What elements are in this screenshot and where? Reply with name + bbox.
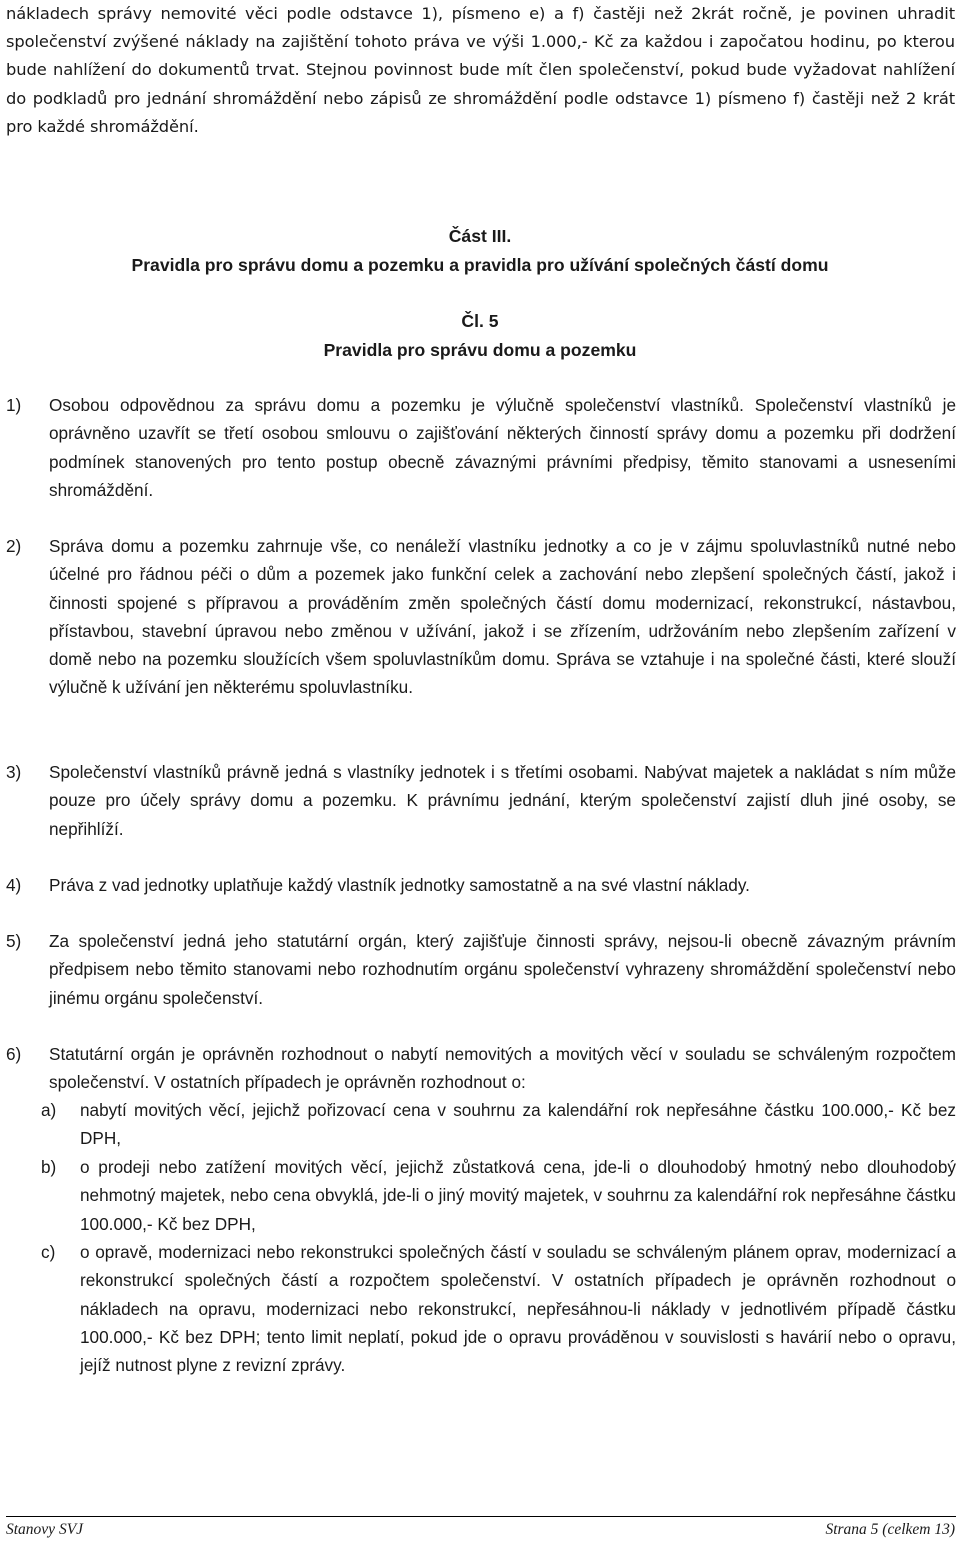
item-number: 5) <box>6 931 22 951</box>
article-title: Pravidla pro správu domu a pozemku <box>323 340 637 360</box>
item-number: 2) <box>6 536 22 556</box>
item-number: 6) <box>6 1044 22 1064</box>
item-text: Správa domu a pozemku zahrnuje vše, co nenáleží vlastníku jednotky a co je v zájmu spoluvlastníků nutné nebo účelné pro řádnou péči o dům a pozemek jako funkční celek a zachování nebo zlepšení společných částí, jakož i činnosti spojené s přípravou a prováděním změn společných částí domu modernizací, rekonstrukcí, nástavbou, přístavbou, stavební úpravou nebo změnou v užívání, jakož i se zřízením, udržováním nebo zlepšením zařízení v domě nebo na pozemku sloužících všem spoluvlastníkům domu. Správa se vztahuje i na společné části, které slouží výlučně k užívání jen některému spoluvlastníku. <box>49 536 956 698</box>
sub-item-letter: b) <box>41 1157 57 1177</box>
item-text: Osobou odpovědnou za správu domu a pozemku je výlučně společenství vlastníků. Společenství vlastníků je oprávněno uzavřít se třetí osobou smlouvu o zajišťování některých činností správy domu a pozemku při dodržení podmínek stanovených pro tento postup obecně závaznými právními předpisy, těmito stanovami a usneseními shromáždění. <box>49 395 956 500</box>
item-number: 3) <box>6 762 22 782</box>
article-label: Čl. 5 <box>461 311 499 331</box>
sub-item-text: nabytí movitých věcí, jejichž pořizovací cena v souhrnu za kalendářní rok nepřesáhne částku 100.000,- Kč bez DPH, <box>80 1100 956 1149</box>
item-text: Práva z vad jednotky uplatňuje každý vlastník jednotky samostatně a na své vlastní náklady. <box>49 875 750 895</box>
item-text: Společenství vlastníků právně jedná s vlastníky jednotek i s třetími osobami. Nabývat majetek a nakládat s ním může pouze pro účely správy domu a pozemku. K právnímu jednání, kterým společenství zajistí dluh jiné osoby, se nepřihlíží. <box>49 762 956 839</box>
item-number: 1) <box>6 395 22 415</box>
sub-item-letter: a) <box>41 1100 57 1120</box>
part-title: Pravidla pro správu domu a pozemku a pravidla pro užívání společných částí domu <box>131 255 829 275</box>
footer-divider <box>6 1516 956 1517</box>
sub-item-text: o prodeji nebo zatížení movitých věcí, jejichž zůstatková cena, jde-li o dlouhodobý hmotný nebo dlouhodobý nehmotný majetek, nebo cena obvyklá, jde-li o jiný movitý majetek, v souhrnu za kalendářní rok nepřesáhne částku 100.000,- Kč bez DPH, <box>80 1157 956 1234</box>
sub-item-letter: c) <box>41 1242 56 1262</box>
item-text: Za společenství jedná jeho statutární orgán, který zajišťuje činnosti správy, nejsou-li obecně závazným právním předpisem nebo těmito stanovami nebo rozhodnutím orgánu společenství vyhrazeny shromáždění společenství nebo jinému orgánu společenství. <box>49 931 956 1008</box>
footer-page-number: Strana 5 (celkem 13) <box>825 1521 955 1538</box>
footer-document-title: Stanovy SVJ <box>6 1521 84 1538</box>
sub-item-text: o opravě, modernizaci nebo rekonstrukci společných částí v souladu se schváleným plánem oprav, modernizací a rekonstrukcí společných částí a rozpočtem společenství. V ostatních případech je oprávněn rozhodnout o nákladech na opravu, modernizaci nebo rekonstrukcí, nepřesáhnou-li náklady v jednotlivém případě částku 100.000,- Kč bez DPH; tento limit neplatí, pokud jde o opravu prováděnou v souvislosti s havárií nebo o opravu, jejíž nutnost plyne z revizní zprávy. <box>80 1242 956 1376</box>
item-number: 4) <box>6 875 22 895</box>
item-text: Statutární orgán je oprávněn rozhodnout o nabytí nemovitých a movitých věcí v souladu se schváleným rozpočtem společenství. V ostatních případech je oprávněn rozhodnout o: <box>49 1044 956 1093</box>
intro-paragraph: nákladech správy nemovité věci podle odstavce 1), písmeno e) a f) častěji než 2krát ročně, je povinen uhradit společenství zvýšené náklady na zajištění tohoto práva ve výši 1.000,- Kč za každou i započatou hodinu, po kterou bude nahlížení do dokumentů trvat. Stejnou povinnost bude mít člen společenství, pokud bude vyžadovat nahlížení do podkladů pro jednání shromáždění nebo zápisů ze shromáždění podle odstavce 1) písmeno f) častěji než 2 krát pro každé shromáždění. <box>6 4 955 136</box>
part-label: Část III. <box>448 226 512 246</box>
